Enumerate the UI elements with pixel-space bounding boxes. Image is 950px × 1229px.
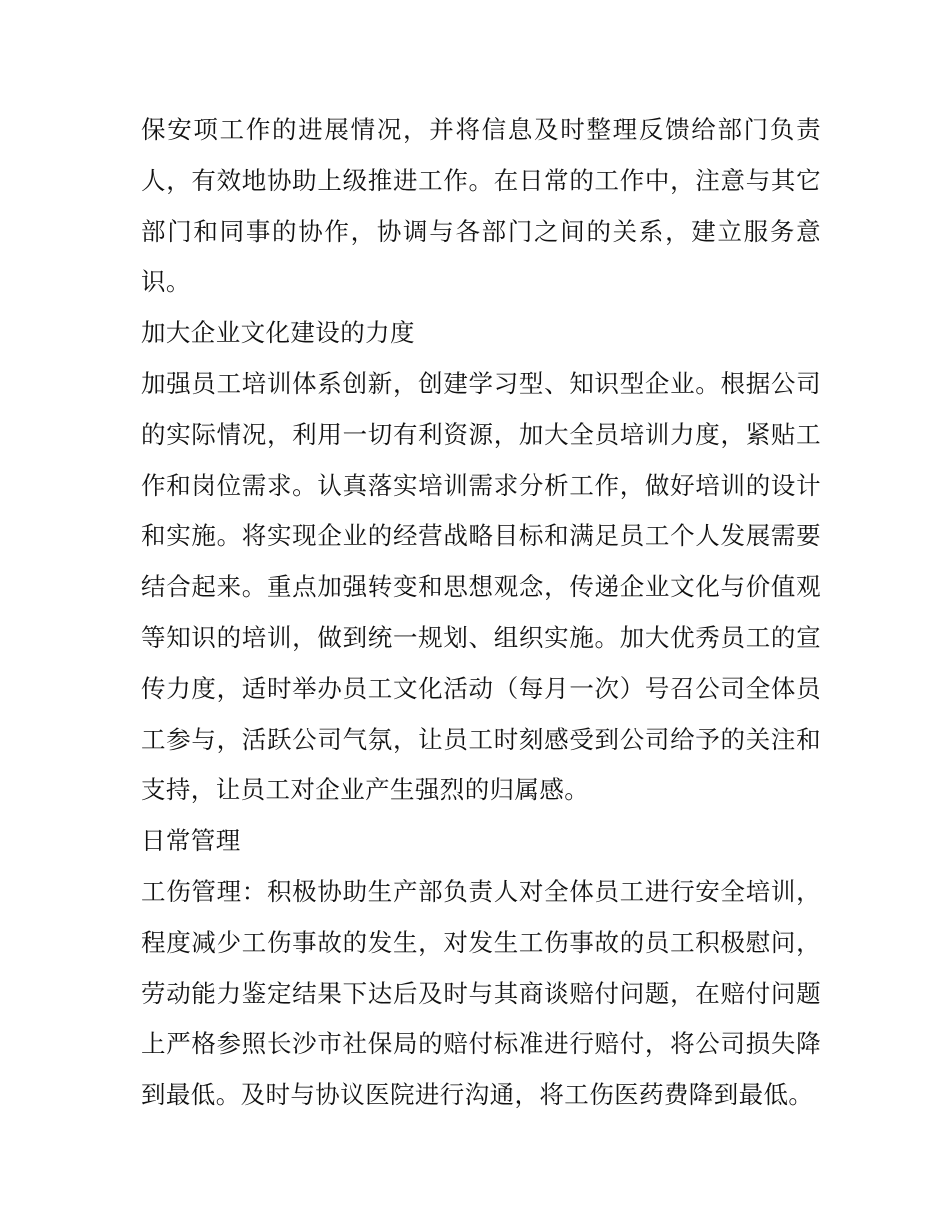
heading-daily-management: 日常管理 <box>141 826 241 856</box>
paragraph-work-injury-management: 工伤管理：积极协助生产部负责人对全体员工进行安全培训，程度减少工伤事故的发生，对发生工伤事故的员工积极慰问，劳动能力鉴定结果下达后及时与其商谈赔付问题，在赔付问题上严格参照长沙市社保局的赔付标准进行赔付，将公司损失降到最低。及时与协议医院进行沟通，将工伤医药费降到最低。 <box>141 876 821 1110</box>
paragraph-employee-training: 加强员工培训体系创新，创建学习型、知识型企业。根据公司的实际情况，利用一切有利资源，加大全员培训力度，紧贴工作和岗位需求。认真落实培训需求分析工作，做好培训的设计和实施。将实现企业的经营战略目标和满足员工个人发展需要结合起来。重点加强转变和思想观念，传递企业文化与价值观等知识的培训，做到统一规划、组织实施。加大优秀员工的宣传力度，适时举办员工文化活动（每月一次）号召公司全体员工参与，活跃公司气氛，让员工时刻感受到公司给予的关注和支持，让员工对企业产生强烈的归属感。 <box>141 368 821 805</box>
document-body <box>141 105 821 1121</box>
heading-corporate-culture: 加大企业文化建设的力度 <box>141 318 415 348</box>
paragraph-work-coordination: 保安项工作的进展情况，并将信息及时整理反馈给部门负责人，有效地协助上级推进工作。在日常的工作中，注意与其它部门和同事的协作，协调与各部门之间的关系，建立服务意识。 <box>141 115 821 297</box>
